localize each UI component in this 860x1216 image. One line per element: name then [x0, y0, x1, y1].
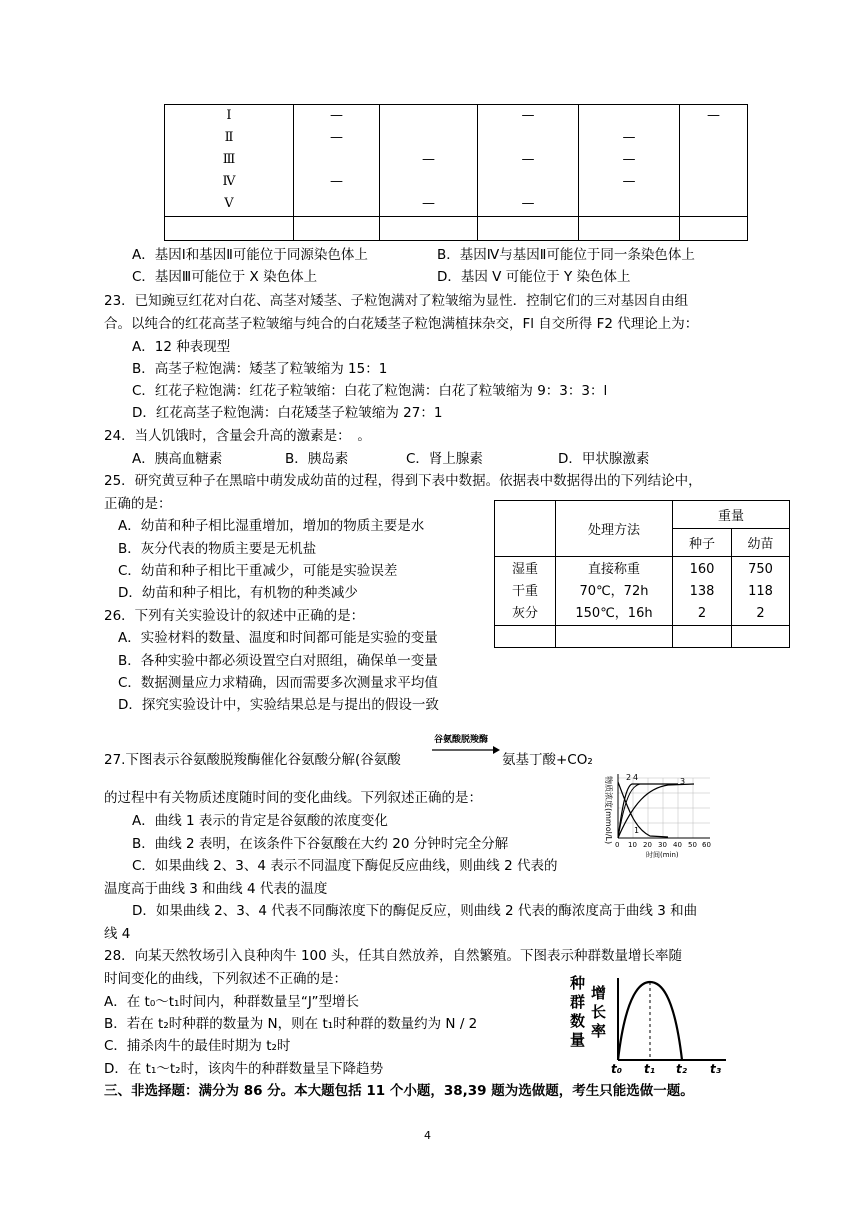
- row-seed: 160: [689, 562, 715, 577]
- row-method: 直接称重: [587, 562, 640, 577]
- q28-stem-line2: 时间变化的曲线，下列叙述不正确的是：: [104, 971, 347, 987]
- q28-option-a: A．在 t₀～t₁时间内，种群数量呈“J”型增长: [104, 994, 359, 1010]
- header-method: 处理方法: [556, 501, 673, 557]
- q26-option-d: D．探究实验设计中，实验结果总是与提出的假设一致: [118, 697, 439, 713]
- x-label-t0: t₀: [611, 1062, 622, 1076]
- enzyme-chart-grid: [618, 778, 710, 838]
- q25-option-a: A．幼苗和种子相比湿重增加，增加的物质主要是水: [118, 518, 425, 534]
- q27-option-a: A．曲线 1 表示的肯定是谷氨酸的浓度变化: [132, 813, 388, 829]
- gene-table: [164, 104, 748, 241]
- q27-stem-post: 氨基丁酸+CO₂: [502, 752, 593, 768]
- header-seedling: 幼苗: [732, 529, 790, 557]
- q23-stem-line2: 合。以纯合的红花高茎子粒皱缩与纯合的白花矮茎子粒饱满植抹杂交，Fl 自交所得 F2 代理论上为：: [104, 316, 699, 332]
- q23-option-c: C．红花子粒饱满：红花子粒皱缩：白花了粒饱满：白花了粒皱缩为 9：3：3：l: [132, 383, 608, 399]
- gene-table-col-3: — —: [380, 105, 478, 217]
- row-seedling: 750: [748, 562, 773, 577]
- q27-arrow-label: 谷氨酸脱羧酶: [434, 735, 489, 745]
- q24-option-d: D．甲状腺激素: [558, 451, 650, 467]
- q24-option-b: B．胰岛素: [285, 451, 349, 467]
- q24-option-a: A．胰高血糖素: [132, 451, 223, 467]
- row-seedling: 118: [748, 584, 773, 599]
- row-name: 灰分: [511, 606, 538, 621]
- q24-stem: 24．当人饥饿时，含量会升高的激素是： 。: [104, 428, 371, 444]
- q25-option-b: B．灰分代表的物质主要是无机盐: [118, 541, 317, 557]
- q23-option-d: D．红花高茎子粒饱满：白花矮茎子粒皱缩为 27：1: [132, 405, 443, 421]
- gene-table-col-6: —: [680, 105, 748, 217]
- q22-option-b: B．基因Ⅳ与基因Ⅱ可能位于同一条染色体上: [437, 247, 695, 263]
- growth-chart-ylabel-left: 种群数量: [570, 974, 586, 1049]
- q28-stem-line1: 28．向某天然牧场引入良种肉牛 100 头，任其自然放养，自然繁殖。下图表示种群数量增长率随: [104, 948, 683, 964]
- q25-stem-line1: 25．研究黄豆种子在黑暗中萌发成幼苗的过程，得到下表中数据。依据表中数据得出的下列结论中，: [104, 473, 702, 489]
- q26-stem: 26．下列有关实验设计的叙述中正确的是：: [104, 608, 365, 624]
- row-method: 150℃，16h: [575, 606, 653, 621]
- q23-option-a: A．12 种表现型: [132, 339, 231, 355]
- enzyme-chart-ylabel: 物质浓度(mmol/L): [604, 776, 613, 845]
- x-tick-label: 10: [628, 841, 637, 849]
- curve-label: 1: [634, 826, 640, 835]
- q27-stem-line2: 的过程中有关物质述度随时间的变化曲线。下列叙述正确的是：: [104, 790, 482, 806]
- x-tick-label: 30: [658, 841, 667, 849]
- q22-option-c: C．基因Ⅲ可能位于 X 染色体上: [132, 269, 318, 285]
- reaction-arrow-icon: [431, 745, 501, 755]
- q22-option-d: D．基因 V 可能位于 Y 染色体上: [437, 269, 631, 285]
- row-method: 70℃，72h: [579, 584, 649, 599]
- q28-option-c: C．捕杀肉牛的最佳时期为 t₂时: [104, 1038, 291, 1054]
- q28-option-d: D．在 t₁～t₂时，该肉牛的种群数量呈下降趋势: [104, 1061, 384, 1077]
- growth-chart-ylabel-right: 增长率: [591, 984, 607, 1040]
- header-seed: 种子: [673, 529, 732, 557]
- row-seed: 2: [697, 606, 707, 621]
- q27-option-d-line1: D．如果曲线 2、3、4 代表不同酶浓度下的酶促反应，则曲线 2 代表的酶浓度高于曲线 3 和曲: [132, 903, 698, 919]
- q23-stem-line1: 23．已知豌豆红花对白花、高茎对矮茎、子粒饱满对了粒皱缩为显性．控制它们的三对基因自由组: [104, 293, 689, 309]
- q27-stem-pre: 27.下图表示谷氨酸脱羧酶催化谷氨酸分解(谷氨酸: [104, 752, 401, 768]
- q27-option-b: B．曲线 2 表明，在该条件下谷氨酸在大约 20 分钟时完全分解: [132, 836, 509, 852]
- enzyme-concentration-chart: [598, 768, 718, 860]
- q25-option-d: D．幼苗和种子相比，有机物的种类减少: [118, 585, 358, 601]
- row-seedling: 2: [756, 606, 765, 621]
- curve-label: 4: [633, 773, 639, 782]
- q25-option-c: C．幼苗和种子相比干重减少，可能是实验误差: [118, 563, 398, 579]
- x-label-t2: t₂: [676, 1062, 687, 1076]
- x-tick-label: 0: [615, 841, 620, 849]
- q28-option-b: B．若在 t₂时种群的数量为 N，则在 t₁时种群的数量约为 N / 2: [104, 1016, 478, 1032]
- q27-option-d-line2: 线 4: [104, 926, 131, 942]
- row-seed: 138: [689, 584, 715, 599]
- gene-table-col-4: — — —: [478, 105, 579, 217]
- q25-stem-line2: 正确的是：: [104, 496, 172, 512]
- curve-1: [618, 782, 668, 837]
- enzyme-chart-xlabel: 时间(min): [646, 851, 679, 859]
- q26-option-b: B．各种实验中都必须设置空白对照组，确保单一变量: [118, 653, 438, 669]
- q27-option-c-line1: C．如果曲线 2、3、4 表示不同温度下酶促反应曲线，则曲线 2 代表的: [132, 858, 558, 874]
- x-tick-label: 20: [643, 841, 652, 849]
- q23-option-b: B．高茎子粒饱满：矮茎了粒皱缩为 15：1: [132, 361, 388, 377]
- q26-option-a: A．实验材料的数量、温度和时间都可能是实验的变量: [118, 630, 438, 646]
- gene-table-col-genes: Ⅰ Ⅱ Ⅲ Ⅳ Ⅴ: [165, 105, 294, 217]
- x-tick-label: 50: [688, 841, 697, 849]
- curve-label: 2: [626, 773, 632, 782]
- q24-option-c: C．肾上腺素: [406, 451, 483, 467]
- q26-option-c: C．数据测量应力求精确，因而需要多次测量求平均值: [118, 675, 438, 691]
- row-name: 干重: [511, 584, 538, 599]
- gene-table-col-2: — — —: [294, 105, 380, 217]
- q22-option-a: A．基因Ⅰ和基因Ⅱ可能位于同源染色体上: [132, 247, 368, 263]
- header-weight: 重量: [673, 501, 790, 529]
- page-number: 4: [424, 1129, 431, 1142]
- x-label-t3: t₃: [710, 1062, 721, 1076]
- seed-data-table: [494, 500, 790, 648]
- curve-label: 3: [680, 777, 686, 786]
- x-tick-label: 60: [702, 841, 711, 849]
- row-name: 湿重: [511, 562, 538, 577]
- section-3-heading: 三、非选择题：满分为 86 分。本大题包括 11 个小题，38,39 题为选做题，考生只能选做一题。: [104, 1083, 694, 1099]
- x-tick-label: 40: [673, 841, 682, 849]
- q27-option-c-line2: 温度高于曲线 3 和曲线 4 代表的温度: [104, 881, 328, 897]
- x-label-t1: t₁: [644, 1062, 655, 1076]
- gene-table-col-5: — — —: [579, 105, 680, 217]
